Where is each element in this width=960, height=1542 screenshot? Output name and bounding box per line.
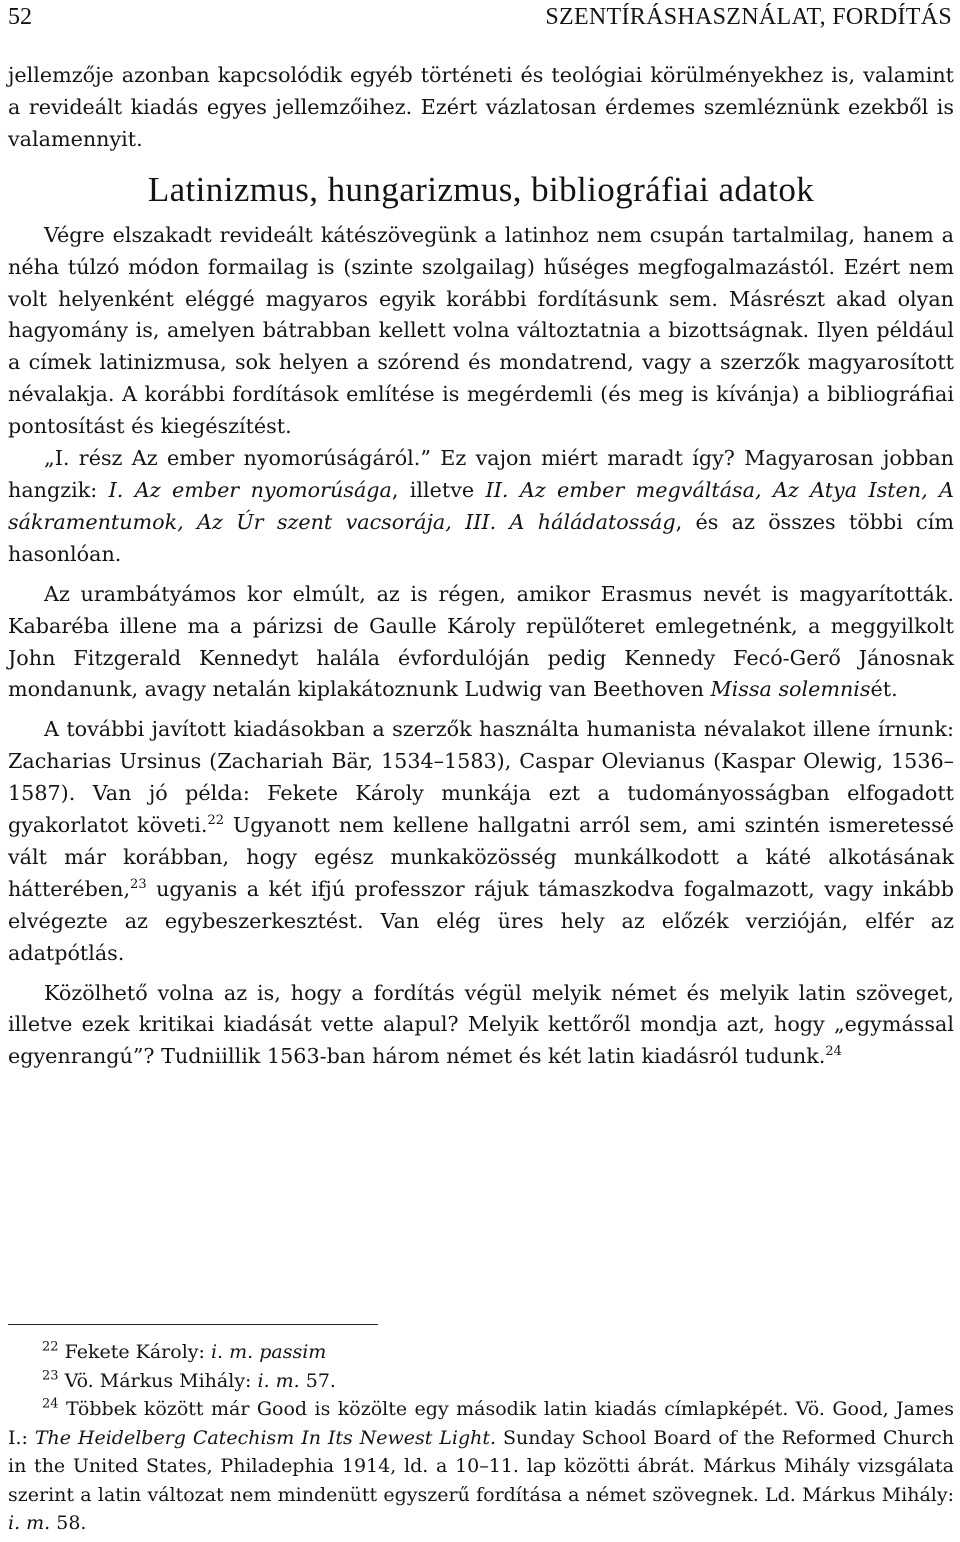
paragraph-1: Végre elszakadt revideált kátészövegünk a latinhoz nem csupán tartalmilag, hanem a néha túlzó módon formailag is (szinte szolgailag) hűséges megfogalmazástól. Ezért nem volt helyenként eléggé magyaros egyik korábbi fordításunk sem. Másrészt akad olyan hagyomány is, amelyen bátrabban kellett volna változtatnia a bizottságnak. Ilyen például a címek latinizmusa, sok helyen a szórend és mondatrend, vagy a szerzők magyarosított névalakja. A korábbi fordítások említése is megérdemli (és meg is kívánja) a bibliográfiai pontosítást és kiegészítést. (8, 222, 954, 439)
suggested-title-2: II. Az ember megváltása, Az Atya Isten, A sákramentumok, Az Úr szent vacsorája, III. A háládatosság (8, 477, 954, 534)
running-head: SZENTÍRÁSHASZNÁLAT, FORDÍTÁS (545, 4, 952, 30)
footnote-separator (8, 1324, 378, 1325)
paragraph-intro: jellemzője azonban kapcsolódik egyéb történeti és teológiai körülményekhez is, valamint a revideált kiadás egyes jellemzőihez. Ezért vázlatosan érdemes szemléznünk ezekből is valamennyit. (8, 63, 954, 151)
footnote-ref-22[interactable]: 22 (207, 813, 225, 829)
footnote-number: 23 (42, 1368, 59, 1384)
paragraph-3: Az urambátyámos kor elmúlt, az is régen, amikor Erasmus nevét is magyarították. Kabaréba illene ma a párizsi de Gaulle Károly repülőteret emlegetnénk, a meggyilkolt John Fitzgerald Kennedyt halála évfordulóján pedig Kennedy Fecó-Gerő Jánosnak mondanunk, avagy netalán kiplakátoznunk Ludwig van Beethoven Missa solemnisét. (8, 581, 954, 702)
paragraph-2: „I. rész Az ember nyomorúságáról.” Ez vajon miért maradt így? Magyarosan jobban hangzik: I. Az ember nyomorúsága, illetve II. Az ember megváltása, Az Atya Isten, A sákramentumok, Az Úr szent vacsorája, III. A háládatosság, és az összes többi cím hasonlóan. (8, 446, 955, 566)
footnote-22: $^{22}$ Fekete Károly: i. m. passim (42, 1339, 327, 1363)
footnote-ref-24[interactable]: 24 (825, 1044, 842, 1060)
section-heading: Latinizmus, hungarizmus, bibliográfiai adatok (147, 169, 815, 209)
footnote-23: $^{23}$ Vö. Márkus Mihály: i. m. 57. (42, 1368, 336, 1392)
main-text (8, 60, 954, 1073)
footnote-ref-23[interactable]: 23 (130, 876, 147, 892)
footnote-24: $^{24}$ Többek között már Good is közölte egy második latin kiadás címlapképét. Vö. Good, James I.: The Heidelberg Catechism In Its Newest Light. Sunday School Board of the Reformed Church in the United States, Philadephia 1914, ld. a 10–11. lap közötti ábrát. Márkus Mihály vizsgálata szerint a latin változat nem mindenütt egyszerű fordítása a német szövegnek. Ld. Márkus Mihály: i. m. 58. (8, 1396, 955, 1534)
book-title: The Heidelberg Catechism In Its Newest Light. (34, 1426, 497, 1449)
work-title: Missa solemnis (710, 677, 871, 702)
paragraph-5: Közölhető volna az is, hogy a fordítás végül melyik német és melyik latin szöveget, illetve ezek kritikai kiadását vette alapul? Melyik kettőről mondja azt, hogy „egymással egyenrangú”? Tudniillik 1563-ban három német és két latin kiadásról tudunk.$^{24}$ (8, 980, 954, 1069)
footnote-number: 22 (42, 1339, 59, 1355)
footnotes (8, 1338, 954, 1538)
chapter-title-quote: „I. rész Az ember nyomorúságáról.” (44, 446, 431, 471)
page-number: 52 (8, 4, 32, 30)
page-header (8, 2, 952, 32)
suggested-title-1: I. Az ember nyomorúsága (108, 477, 392, 502)
paragraph-4: A további javított kiadásokban a szerzők használta humanista névalakot illene írnunk: Zacharias Ursinus (Zachariah Bär, 1534–1583), Caspar Olevianus (Kaspar Olewig, 1536–1587). Van jó példa: Fekete Károly munkája ezt a tudományosságban elfogadott gyakorlatot követi.$^{22}$ Ugyanott nem kellene hallgatni arról sem, ami szintén ismeretessé vált már korábban, hogy egész munkaközösség munkálkodott a káté alkotásának hátterében,$^{23}$ ugyanis a két ifjú professzor rájuk támaszkodva fogalmazott, vagy inkább elvégezte az egybeszerkesztést. Van elég üres hely az előzék verzióján, elfér az adatpótlás. (8, 717, 954, 965)
footnote-number: 24 (42, 1396, 59, 1412)
